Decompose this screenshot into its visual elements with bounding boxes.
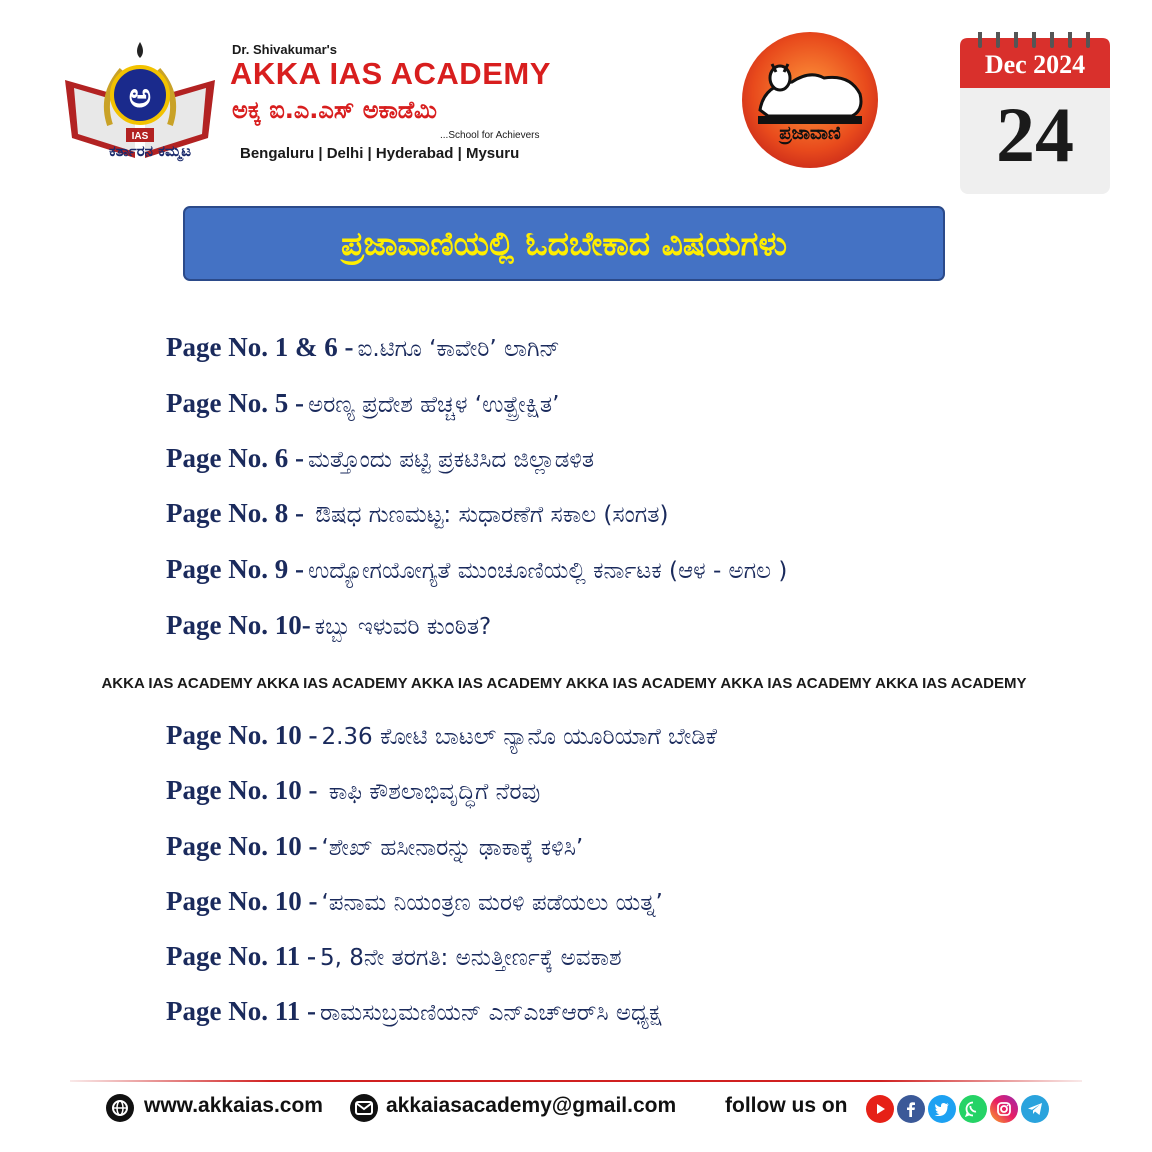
academy-slogan: ...School for Achievers: [440, 130, 540, 141]
page-number: Page No. 11 -: [166, 941, 316, 971]
headline: ಅರಣ್ಯ ಪ್ರದೇಶ ಹೆಚ್ಚಳ ‘ಉತ್ಪ್ರೇಕ್ಷಿತ’: [307, 392, 560, 418]
website-link[interactable]: www.akkaias.com: [144, 1094, 323, 1117]
page-number: Page No. 5 -: [166, 388, 304, 418]
email-icon: [350, 1094, 378, 1122]
page-number: Page No. 6 -: [166, 443, 304, 473]
list-item: [166, 443, 594, 474]
headline: ಔಷಧ ಗುಣಮಟ್ಟ: ಸುಧಾರಣೆಗೆ ಸಕಾಲ (ಸಂಗತ): [307, 502, 669, 528]
page-number: Page No. 10 -: [166, 831, 318, 861]
list-item: [166, 886, 663, 917]
academy-name: AKKA IAS ACADEMY: [230, 56, 551, 91]
academy-founder-label: Dr. Shivakumar's: [232, 42, 337, 57]
headline: ಕಬ್ಬು ಇಳುವರಿ ಕುಂಠಿತ?: [314, 614, 492, 640]
list-item: [166, 554, 787, 585]
prajavani-wordmark: ಪ್ರಜಾವಾಣಿ: [779, 123, 841, 144]
headline: ಐ.ಟಿಗೂ ‘ಕಾವೇರಿ’ ಲಾಗಿನ್: [357, 336, 560, 362]
academy-cities: Bengaluru | Delhi | Hyderabad | Mysuru: [240, 145, 520, 162]
calendar-month: Dec 2024: [984, 50, 1086, 79]
youtube-icon[interactable]: [866, 1095, 894, 1123]
emblem-tagline: ಕರ್ತಾರನ ಕಮ್ಮಟ: [108, 142, 192, 160]
follow-label: follow us on: [725, 1094, 848, 1117]
telegram-icon[interactable]: [1021, 1095, 1049, 1123]
list-item: [166, 775, 540, 806]
calendar-day: 24: [996, 91, 1074, 178]
list-item: [166, 332, 560, 363]
page-number: Page No. 10 -: [166, 720, 318, 750]
twitter-icon[interactable]: [928, 1095, 956, 1123]
globe-icon: [106, 1094, 134, 1122]
instagram-icon[interactable]: [990, 1095, 1018, 1123]
page-number: Page No. 1 & 6 -: [166, 332, 354, 362]
page-number: Page No. 10-: [166, 610, 311, 640]
headline: ‘ಶೇಖ್ ಹಸೀನಾರನ್ನು ಢಾಕಾಕ್ಕೆ ಕಳಿಸಿ’: [321, 835, 584, 861]
page-number: Page No. 8 -: [166, 498, 304, 528]
page-number: Page No. 10 -: [166, 775, 318, 805]
page-number: Page No. 11 -: [166, 996, 316, 1026]
list-item: [166, 388, 559, 419]
emblem-ias-text: IAS: [131, 131, 149, 142]
prajavani-logo: [732, 30, 888, 170]
list-item: [166, 610, 491, 641]
headline: ಉದ್ಯೋಗಯೋಗ್ಯತೆ ಮುಂಚೂಣಿಯಲ್ಲಿ ಕರ್ನಾಟಕ (ಆಳ - ಅಗಲ ): [307, 558, 788, 584]
page-title: ಪ್ರಜಾವಾಣಿಯಲ್ಲಿ ಓದಬೇಕಾದ ವಿಷಯಗಳು: [341, 223, 787, 263]
list-item: [166, 831, 583, 862]
academy-repeat-banner: AKKA IAS ACADEMY AKKA IAS ACADEMY AKKA IAS ACADEMY AKKA IAS ACADEMY AKKA IAS ACADEMY AKKA IAS ACADEMY: [101, 675, 1027, 692]
list-item: [166, 720, 717, 751]
facebook-icon[interactable]: [897, 1095, 925, 1123]
list-item: [166, 498, 668, 529]
list-item: [166, 996, 662, 1027]
headline: ‘ಪನಾಮ ನಿಯಂತ್ರಣ ಮರಳಿ ಪಡೆಯಲು ಯತ್ನ’: [321, 890, 663, 916]
headline: 5, 8ನೇ ತರಗತಿ: ಅನುತ್ತೀರ್ಣಕ್ಕೆ ಅವಕಾಶ: [319, 945, 622, 971]
academy-name-kannada: ಅಕ್ಕ ಐ.ಎ.ಎಸ್ ಅಕಾಡೆಮಿ: [232, 96, 437, 124]
email-link[interactable]: akkaiasacademy@gmail.com: [386, 1094, 677, 1117]
whatsapp-icon[interactable]: [959, 1095, 987, 1123]
svg-text:ಅ: ಅ: [128, 76, 152, 116]
page-number: Page No. 10 -: [166, 886, 318, 916]
title-banner: [183, 206, 945, 281]
list-item: [166, 941, 622, 972]
headline: ಕಾಫಿ ಕೌಶಲಾಭಿವೃದ್ಧಿಗೆ ನೆರವು: [321, 779, 541, 805]
page-number: Page No. 9 -: [166, 554, 304, 584]
headline: 2.36 ಕೋಟಿ ಬಾಟಲ್ ನ್ಯಾನೊ ಯೂರಿಯಾಗೆ ಬೇಡಿಕೆ: [321, 724, 718, 750]
footer-divider: [70, 1080, 1082, 1082]
headline: ರಾಮಸುಬ್ರಮಣಿಯನ್ ಎನ್‌ಎಚ್‌ಆರ್‌ಸಿ ಅಧ್ಯಕ್ಷ: [319, 1000, 662, 1026]
headline: ಮತ್ತೊಂದು ಪಟ್ಟಿ ಪ್ರಕಟಿಸಿದ ಜಿಲ್ಲಾಡಳಿತ: [307, 447, 595, 473]
